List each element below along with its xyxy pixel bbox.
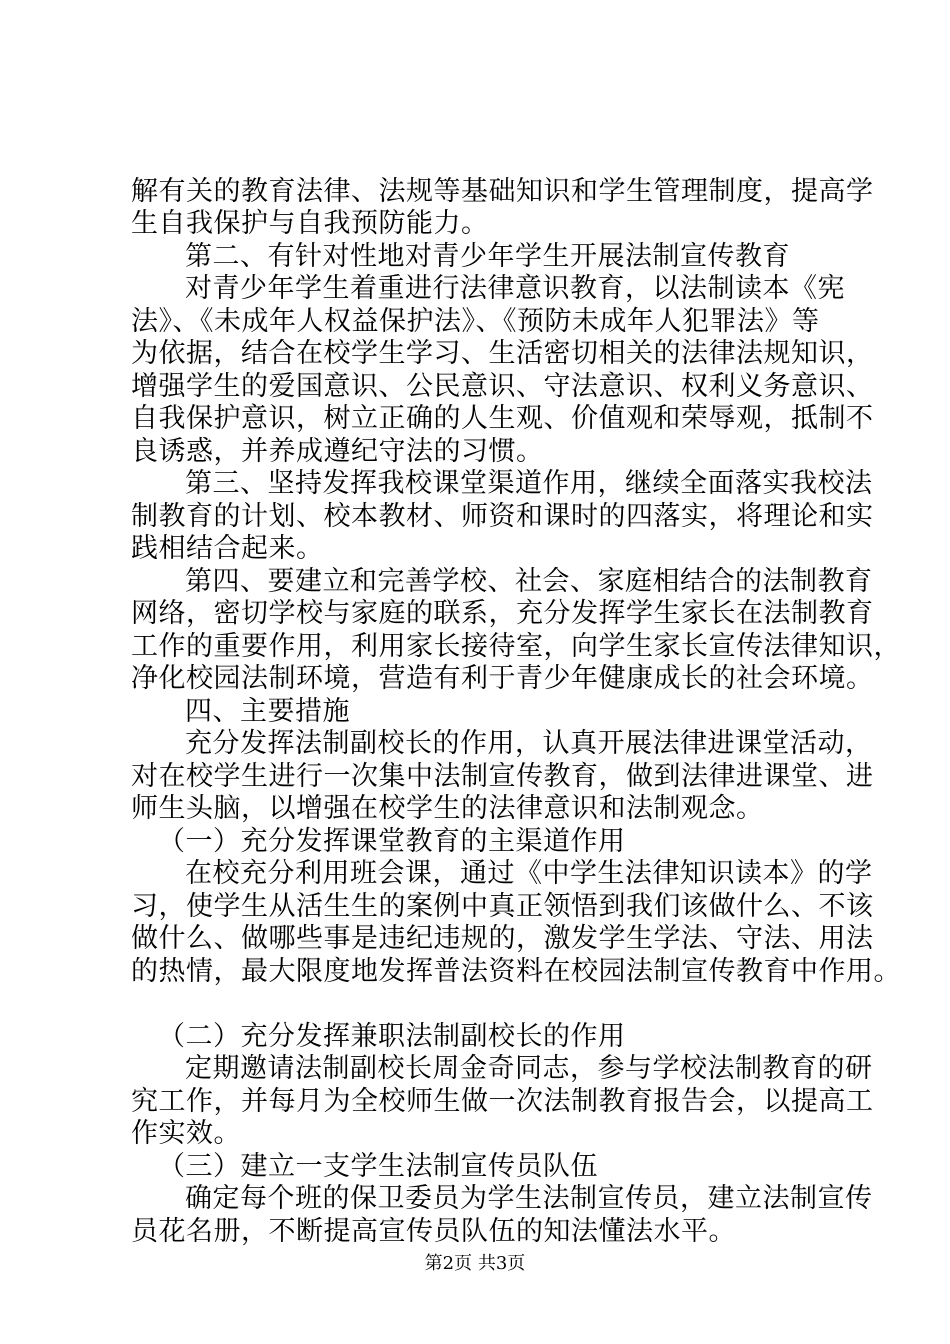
text-line: 工作的重要作用，利用家长接待室，向学生家长宣传法律知识， [131, 631, 901, 662]
text-line: 的热情，最大限度地发挥普法资料在校园法制宣传教育中作用。 [131, 956, 901, 987]
text-line: 对在校学生进行一次集中法制宣传教育，做到法律进课堂、进 [131, 761, 874, 792]
text-line: 第三、坚持发挥我校课堂渠道作用，继续全面落实我校法 [185, 468, 873, 499]
section-heading: 第二、有针对性地对青少年学生开展法制宣传教育 [185, 241, 790, 272]
page-number-footer: 第2页 共3页 [424, 1253, 526, 1274]
text-line: 究工作，并每月为全校师生做一次法制教育报告会，以提高工 [131, 1086, 874, 1117]
text-line: 自我保护意识，树立正确的人生观、价值观和荣辱观，抵制不 [131, 403, 874, 434]
text-line: 定期邀请法制副校长周金奇同志，参与学校法制教育的研 [185, 1053, 873, 1084]
text-line: 做什么、做哪些事是违纪违规的，激发学生学法、守法、用法 [131, 923, 874, 954]
text-line: 作实效。 [131, 1118, 241, 1149]
subsection-heading: （三）建立一支学生法制宣传员队伍 [158, 1151, 598, 1182]
text-line: 员花名册，不断提高宣传员队伍的知法懂法水平。 [131, 1216, 736, 1247]
text-line: 生自我保护与自我预防能力。 [131, 208, 489, 239]
text-line: 净化校园法制环境，营造有利于青少年健康成长的社会环境。 [131, 663, 874, 694]
text-line: 在校充分利用班会课，通过《中学生法律知识读本》的学 [185, 858, 873, 889]
text-line: 法》、《未成年人权益保护法》、《预防未成年人犯罪法》等 [131, 306, 820, 337]
subsection-heading: （一）充分发挥课堂教育的主渠道作用 [158, 826, 626, 857]
subsection-heading: （二）充分发挥兼职法制副校长的作用 [158, 1021, 626, 1052]
text-line: 对青少年学生着重进行法律意识教育，以法制读本《宪 [185, 273, 845, 304]
text-line: 网络，密切学校与家庭的联系，充分发挥学生家长在法制教育 [131, 598, 874, 629]
text-line: 为依据，结合在校学生学习、生活密切相关的法律法规知识， [131, 338, 874, 369]
text-line: 制教育的计划、校本教材、师资和课时的四落实，将理论和实 [131, 501, 874, 532]
text-line: 确定每个班的保卫委员为学生法制宣传员，建立法制宣传 [185, 1183, 873, 1214]
text-line: 师生头脑，以增强在校学生的法律意识和法制观念。 [131, 793, 764, 824]
text-line: 良诱惑，并养成遵纪守法的习惯。 [131, 436, 544, 467]
text-line: 践相结合起来。 [131, 533, 324, 564]
text-line: 解有关的教育法律、法规等基础知识和学生管理制度，提高学 [131, 176, 874, 207]
text-line: 第四、要建立和完善学校、社会、家庭相结合的法制教育 [185, 566, 873, 597]
text-line: 充分发挥法制副校长的作用，认真开展法律进课堂活动， [185, 728, 873, 759]
text-line: 增强学生的爱国意识、公民意识、守法意识、权利义务意识、 [131, 371, 874, 402]
text-line: 习，使学生从活生生的案例中真正领悟到我们该做什么、不该 [131, 891, 874, 922]
section-heading: 四、主要措施 [185, 696, 350, 727]
